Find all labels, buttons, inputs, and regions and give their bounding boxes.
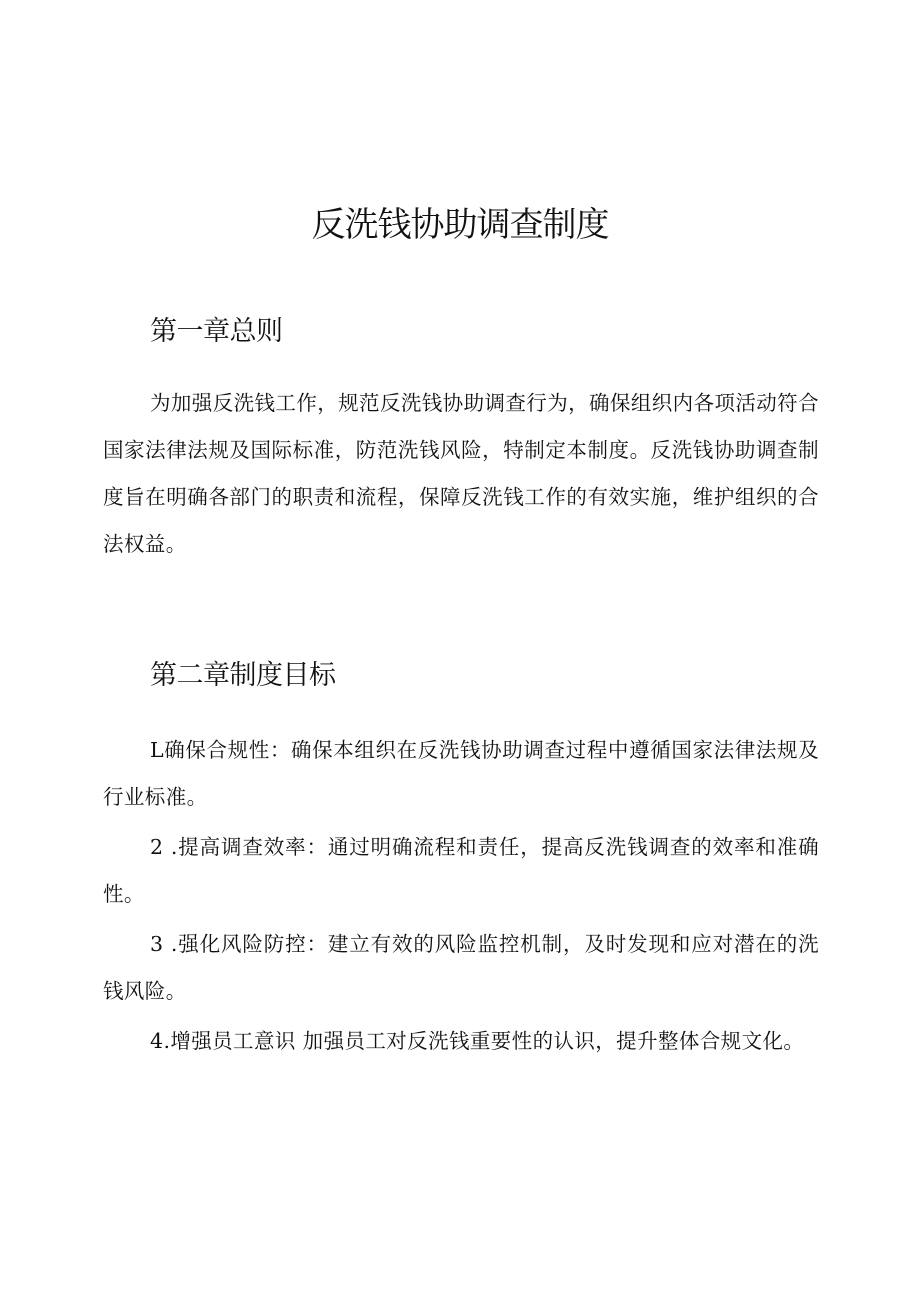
document-title: 反洗钱协助调查制度 — [311, 204, 609, 245]
paragraph-general: 为加强反洗钱工作，规范反洗钱协助调查行为，确保组织内各项活动符合国家法律法规及国际标准，防范洗钱风险，特制定本制度。反洗钱协助调查制度旨在明确各部门的职责和流程，保障反洗钱工作的有效实施，维护组织的合法权益。 — [103, 391, 819, 556]
objective-item-4: 4.增强员工意识 加强员工对反洗钱重要性的认识，提升整体合规文化。 — [150, 1029, 805, 1053]
objective-item-3: 3 .强化风险防控：建立有效的风险监控机制，及时发现和应对潜在的洗钱风险。 — [103, 932, 819, 1003]
chapter-heading-general: 第一章总则 — [150, 316, 283, 348]
objective-item-1: L确保合规性：确保本组织在反洗钱协助调查过程中遵循国家法律法规及行业标准。 — [103, 738, 819, 809]
objective-item-2: 2 .提高调查效率：通过明确流程和责任，提高反洗钱调查的效率和准确性。 — [103, 835, 819, 906]
chapter-heading-objectives: 第二章制度目标 — [150, 660, 336, 692]
